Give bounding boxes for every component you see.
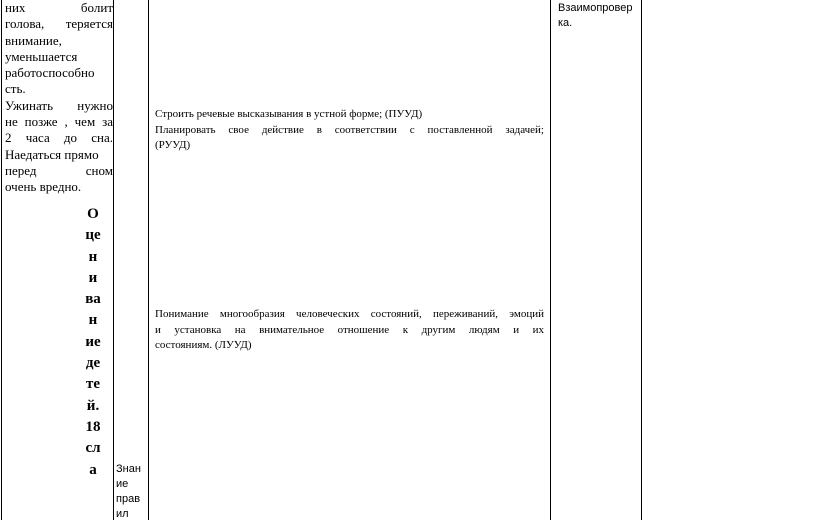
text-line: Планировать свое действие в соответствии с поставленной задачей;: [155, 123, 544, 136]
heading-fragment: 18: [85, 418, 101, 435]
text-line: не позже , чем за: [5, 114, 113, 130]
heading-fragment: н: [88, 312, 98, 329]
text-line: очень вредно.: [5, 179, 82, 195]
rules-knowledge-text: [116, 462, 144, 522]
text-line: сть.: [5, 81, 26, 97]
text-line: прав: [116, 493, 141, 505]
text-line: Знан: [116, 463, 141, 475]
text-line: Понимание многообразия человеческих состояний, переживаний, эмоций: [155, 308, 544, 320]
assessment-form-text: [558, 1, 638, 31]
heading-fragment: й.: [86, 397, 100, 414]
text-line: внимание,: [5, 32, 62, 48]
table-border-col4: [641, 0, 642, 520]
heading-fragment: О: [87, 206, 99, 222]
heading-fragment: а: [89, 461, 97, 478]
text-line: Строить речевые высказывания в устной форме; (ПУУД): [155, 108, 423, 120]
text-line: ие: [116, 478, 129, 490]
heading-fragment: де: [85, 355, 101, 372]
table-border-col1: [113, 0, 114, 520]
text-line: работоспособно: [5, 65, 95, 81]
text-line: перед сном: [5, 162, 113, 178]
uud-block-1: [155, 107, 544, 154]
table-border-col3: [550, 0, 551, 520]
heading-fragment: це: [85, 227, 101, 244]
text-line: уменьшается: [5, 48, 78, 64]
text-line: ка.: [558, 17, 573, 29]
text-line: них болит: [5, 0, 113, 15]
text-line: (РУУД): [155, 139, 191, 151]
heading-fragment: ие: [85, 333, 101, 350]
heading-fragment: сл: [85, 440, 101, 457]
lesson-content-text: [5, 0, 113, 196]
text-line: состояниям. (ЛУУД): [155, 339, 252, 351]
text-line: и установка на внимательное отношение к другим людям и их: [155, 323, 544, 336]
text-line: голова, теряется: [5, 16, 113, 32]
heading-fragment: ва: [85, 291, 101, 308]
text-line: 2 часа до сна.: [5, 130, 113, 146]
text-line: Взаимопровер: [558, 2, 633, 14]
text-line: Наедаться прямо: [5, 146, 99, 162]
stage-title-vertical: [82, 204, 104, 481]
table-border-left: [1, 0, 2, 520]
heading-fragment: те: [85, 376, 101, 393]
uud-block-2: [155, 307, 544, 354]
heading-fragment: и: [88, 269, 98, 286]
text-line: Ужинать нужно: [5, 97, 113, 113]
table-border-col2: [148, 0, 149, 520]
text-line: ил: [116, 508, 129, 520]
heading-fragment: н: [88, 248, 98, 265]
